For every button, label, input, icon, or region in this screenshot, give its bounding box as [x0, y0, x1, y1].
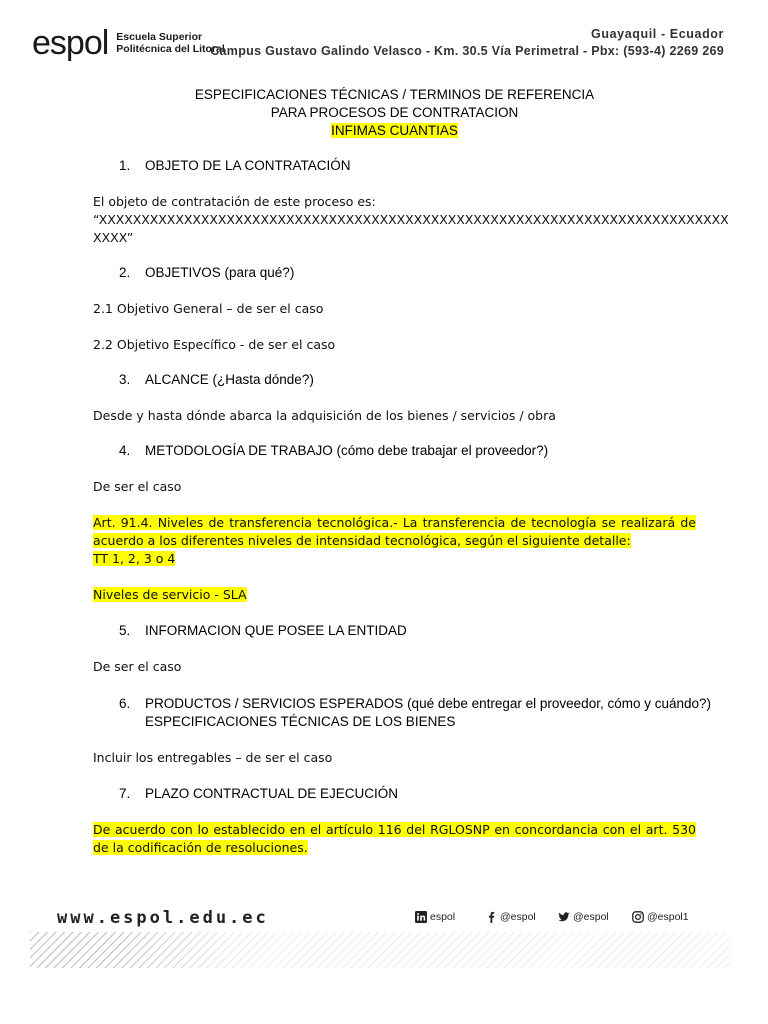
section-4-highlight-3-row: [93, 586, 696, 604]
header-contact: [210, 26, 724, 60]
section-6-subtitle: ESPECIFICACIONES TÉCNICAS DE LOS BIENES: [145, 714, 456, 729]
section-6-number: 6.: [119, 696, 131, 711]
footer-instagram[interactable]: [632, 911, 689, 923]
section-6-title: PRODUCTOS / SERVICIOS ESPERADOS (qué debe entregar el proveedor, cómo y cuándo?): [145, 696, 712, 711]
logo-subtitle: [116, 31, 225, 55]
footer-linkedin-label: espol: [430, 911, 456, 923]
section-2-heading: [93, 264, 696, 282]
section-3-body: Desde y hasta dónde abarca la adquisición de los bienes / servicios / obra: [93, 408, 556, 423]
footer-instagram-label: @espol1: [647, 911, 689, 923]
section-4-number: 4.: [119, 443, 131, 458]
section-4-body: De ser el caso: [93, 479, 182, 494]
section-6-body: Incluir los entregables – de ser el caso: [93, 750, 333, 765]
section-7-title: PLAZO CONTRACTUAL DE EJECUCIÓN: [145, 786, 399, 801]
section-6-heading: [93, 695, 712, 713]
linkedin-icon: [415, 911, 427, 923]
footer-linkedin[interactable]: [415, 911, 455, 923]
footer-twitter[interactable]: [558, 911, 609, 923]
section-2-body-1: 2.1 Objetivo General – de ser el caso: [93, 301, 324, 316]
logo-wordmark: espol: [32, 24, 109, 62]
section-4-highlight-3: Niveles de servicio - SLA: [93, 587, 247, 602]
section-5-number: 5.: [119, 623, 131, 638]
logo-subtitle-line2: Politécnica del Litoral: [116, 43, 225, 55]
footer-facebook-label: @espol: [500, 911, 536, 923]
section-1-body-1: El objeto de contratación de este proceso es:: [93, 194, 376, 209]
espol-logo: [32, 26, 225, 60]
logo-subtitle-line1: Escuela Superior: [116, 31, 203, 43]
section-7-number: 7.: [119, 786, 131, 801]
footer-twitter-label: @espol: [573, 911, 609, 923]
section-2-number: 2.: [119, 265, 131, 280]
section-4-highlight-paragraph: [93, 514, 696, 550]
section-4-title: METODOLOGÍA DE TRABAJO (cómo debe trabajar el proveedor?): [145, 443, 549, 458]
section-7-heading: [93, 785, 696, 803]
section-1-number: 1.: [119, 158, 131, 173]
footer-facebook[interactable]: [485, 911, 536, 923]
section-4-highlight-1: Art. 91.4. Niveles de transferencia tecnológica.- La transferencia de tecnología se realizará de acuerdo a los diferentes niveles de intensidad tecnológica, según el siguiente detalle:: [93, 515, 696, 548]
section-4-highlight-2: TT 1, 2, 3 o 4: [93, 551, 176, 566]
section-1-body-3: XXXX”: [93, 230, 134, 245]
page-footer: [30, 908, 730, 976]
header-city: Guayaquil - Ecuador: [591, 27, 724, 41]
section-4-heading: [93, 442, 696, 460]
letterhead: [0, 0, 768, 80]
section-3-title: ALCANCE (¿Hasta dónde?): [145, 372, 314, 387]
footer-stripes-decoration: [30, 932, 730, 968]
section-3-number: 3.: [119, 372, 131, 387]
doc-title-line3: [93, 122, 696, 140]
section-5-title: INFORMACION QUE POSEE LA ENTIDAD: [145, 623, 407, 638]
doc-title-line1: ESPECIFICACIONES TÉCNICAS / TERMINOS DE REFERENCIA: [194, 87, 595, 102]
facebook-icon: [485, 911, 497, 923]
doc-title-line2: PARA PROCESOS DE CONTRATACION: [270, 105, 519, 120]
header-address: Campus Gustavo Galindo Velasco - Km. 30.5 Vía Perimetral - Pbx: (593-4) 2269 269: [210, 44, 724, 58]
instagram-icon: [632, 911, 644, 923]
section-2-title: OBJETIVOS (para qué?): [145, 265, 295, 280]
section-7-highlight-paragraph: [93, 821, 696, 857]
footer-url[interactable]: www.espol.edu.ec: [57, 908, 269, 928]
section-7-highlight: De acuerdo con lo establecido en el artículo 116 del RGLOSNP en concordancia con el art. 530 de la codificación de resoluciones.: [93, 822, 696, 855]
section-4-highlight-2-row: [93, 550, 696, 568]
section-3-heading: [93, 371, 696, 389]
section-5-heading: [93, 622, 696, 640]
section-1-heading: [93, 157, 696, 175]
doc-title-highlight: INFIMAS CUANTIAS: [331, 123, 458, 138]
section-1-title: OBJETO DE LA CONTRATACIÓN: [145, 158, 351, 173]
section-1-body-2: “XXXXXXXXXXXXXXXXXXXXXXXXXXXXXXXXXXXXXXXXXXXXXXXXXXXXXXXXXXXXXXXXXXXXXXXXXX: [93, 212, 729, 227]
section-5-body: De ser el caso: [93, 659, 182, 674]
twitter-icon: [558, 911, 570, 923]
section-2-body-2: 2.2 Objetivo Específico - de ser el caso: [93, 337, 336, 352]
